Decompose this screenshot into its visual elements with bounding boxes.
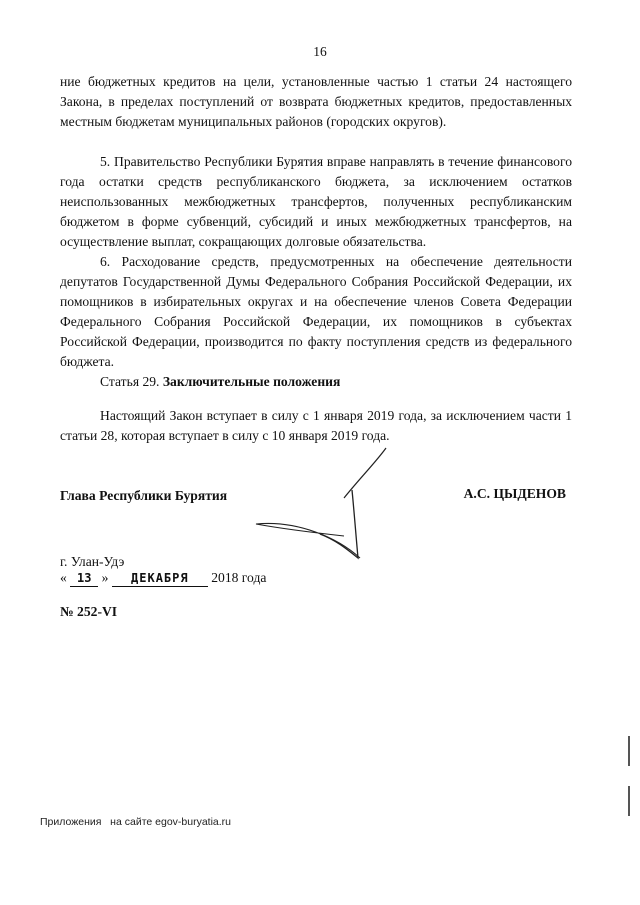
date-year: 2018 года [211, 570, 267, 585]
place-of-signing: г. Улан-Удэ [60, 554, 125, 569]
handwritten-signature [248, 440, 418, 580]
paragraph-item-5: 5. Правительство Республики Бурятия вправе направлять в течение финансового года остатки средств республиканского бюджета, за исключением остатков неиспользованных межбюджетных трансфертов, полученных республиканским бюджетом в форме субвенций, субсидий и иных межбюджетных трансфертов, на осуществление выплат, сокращающих долговые обязательства. [60, 154, 572, 249]
article-prefix: Статья 29. [100, 374, 160, 389]
signatory-name: А.С. ЦЫДЕНОВ [463, 486, 566, 501]
date-quote-close: » [101, 570, 109, 585]
scan-edge-mark [628, 786, 630, 816]
article-text: Настоящий Закон вступает в силу с 1 января 2019 года, за исключением части 1 статьи 28, которая вступает в силу с 10 января 2019 года. [60, 408, 572, 443]
date-month: ДЕКАБРЯ [112, 571, 208, 587]
page-number: 16 [313, 44, 327, 59]
date-quote-open: « [60, 570, 67, 585]
signatory-position: Глава Республики Бурятия [60, 488, 228, 503]
article-title: Заключительные положения [162, 374, 341, 389]
footer-attachments-note: Приложения на сайте egov-buryatia.ru [40, 816, 232, 828]
date-of-signing [60, 570, 266, 587]
scan-edge-mark [628, 736, 630, 766]
paragraph-continued: ние бюджетных кредитов на цели, установленные частью 1 статьи 24 настоящего Закона, в пределах поступлений от возврата бюджетных кредитов, предоставленных местным бюджетам муниципальных районов (городских округов). [60, 74, 572, 129]
paragraph-item-6: 6. Расходование средств, предусмотренных на обеспечение деятельности депутатов Государственной Думы Федерального Собрания Российской Федерации, их помощников в избирательных округах и на обеспечение членов Совета Федерации Федерального Собрания Российской Федерации, их помощников в субъектах Российской Федерации, производится по факту поступления средств из федерального бюджета. [60, 254, 572, 369]
law-number: № 252-VI [60, 604, 118, 619]
date-day: 13 [70, 571, 98, 587]
article-heading [60, 372, 572, 392]
